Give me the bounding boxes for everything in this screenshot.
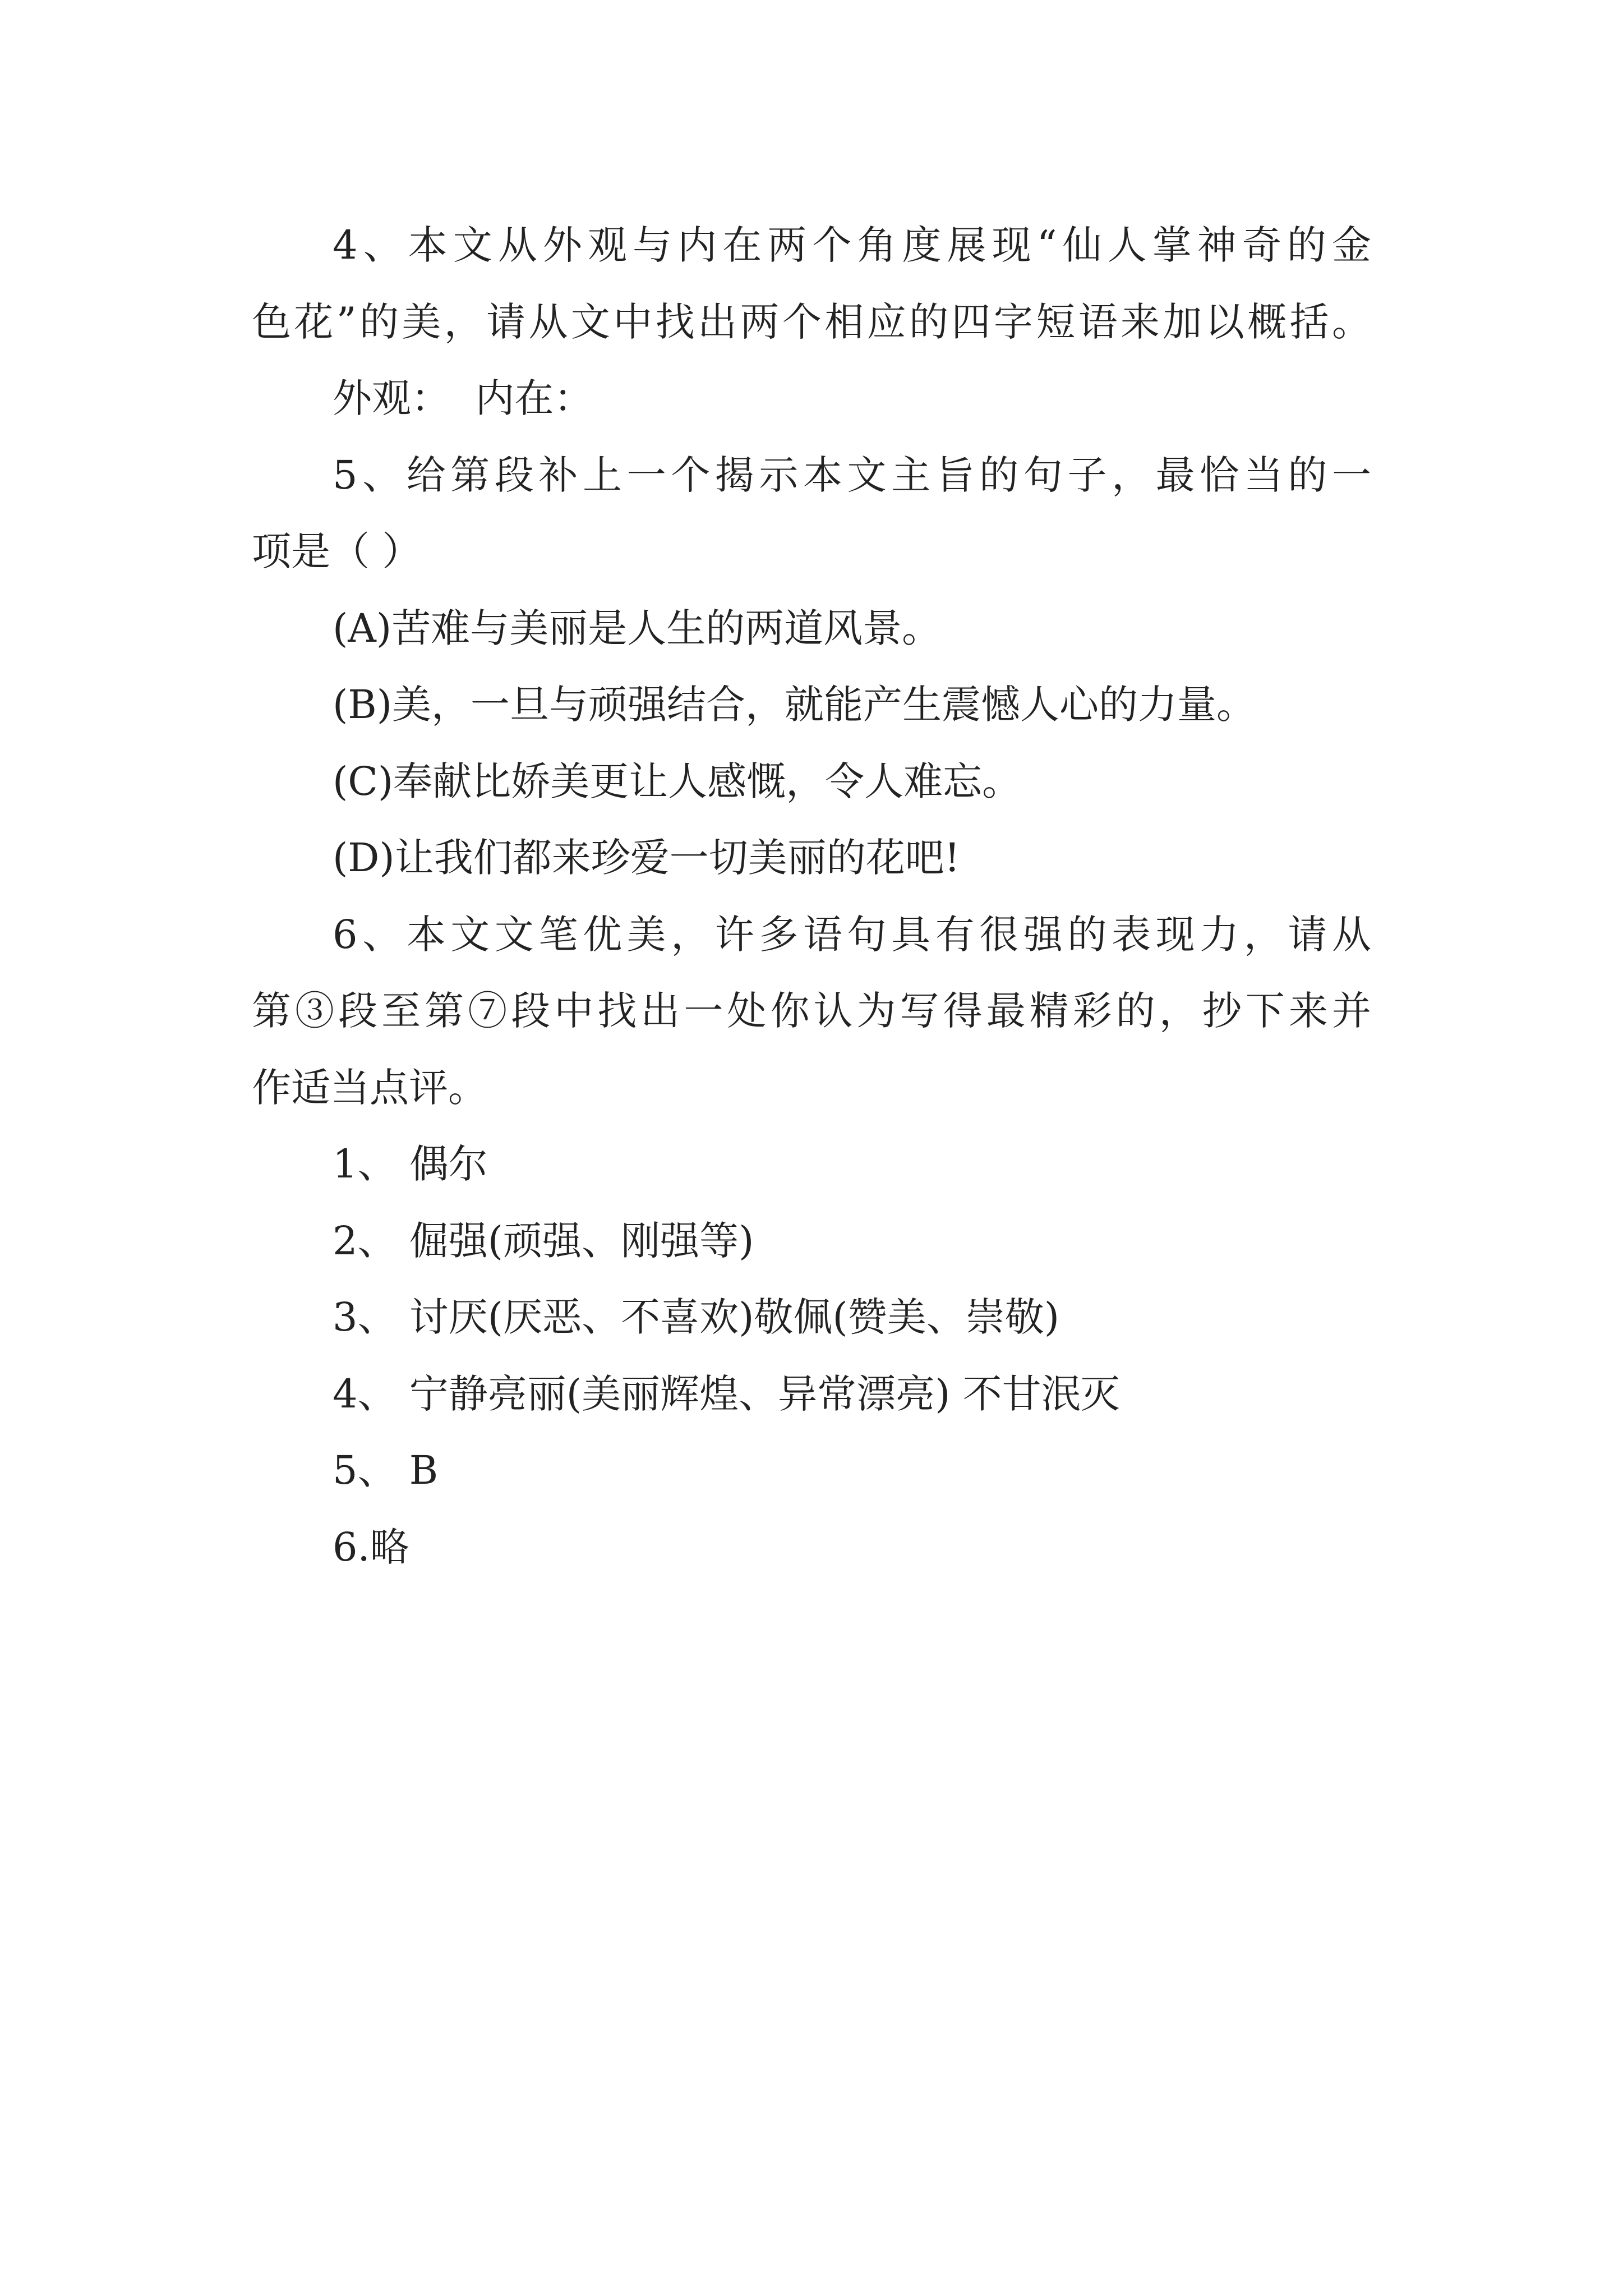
answer-2: 2、 倔强(顽强、刚强等) [333, 1218, 754, 1264]
question-5-option-a: (A)苦难与美丽是人生的两道风景。 [333, 605, 942, 651]
question-6-line-3: 作适当点评。 [252, 1065, 487, 1111]
answer-5: 5、 B [333, 1447, 439, 1493]
answer-4: 4、 宁静亮丽(美丽辉煌、异常漂亮) 不甘泯灭 [333, 1371, 1120, 1417]
question-5-line-1: 5、给第段补上一个揭示本文主旨的句子，最恰当的一 [333, 452, 1371, 498]
question-4-line-1: 4、本文从外观与内在两个角度展现“仙人掌神奇的金 [333, 222, 1371, 268]
question-5-option-b: (B)美，一旦与顽强结合，就能产生震憾人心的力量。 [333, 682, 1256, 728]
question-5-option-d: (D)让我们都来珍爱一切美丽的花吧! [333, 835, 960, 881]
answer-1: 1、 偶尔 [333, 1141, 488, 1187]
question-4-answer-prompt: 外观： 内在： [333, 375, 593, 421]
answer-6: 6.略 [333, 1524, 409, 1570]
question-5-option-c: (C)奉献比娇美更让人感慨，令人难忘。 [333, 758, 1022, 804]
question-4-line-2: 色花”的美，请从文中找出两个相应的四字短语来加以概括。 [252, 299, 1371, 345]
answer-3: 3、 讨厌(厌恶、不喜欢)敬佩(赞美、崇敬) [333, 1294, 1060, 1340]
question-6-line-1: 6、本文文笔优美，许多语句具有很强的表现力，请从 [333, 912, 1371, 958]
question-5-line-2: 项是（ ） [252, 528, 422, 574]
question-6-line-2: 第③段至第⑦段中找出一处你认为写得最精彩的，抄下来并 [252, 988, 1371, 1034]
